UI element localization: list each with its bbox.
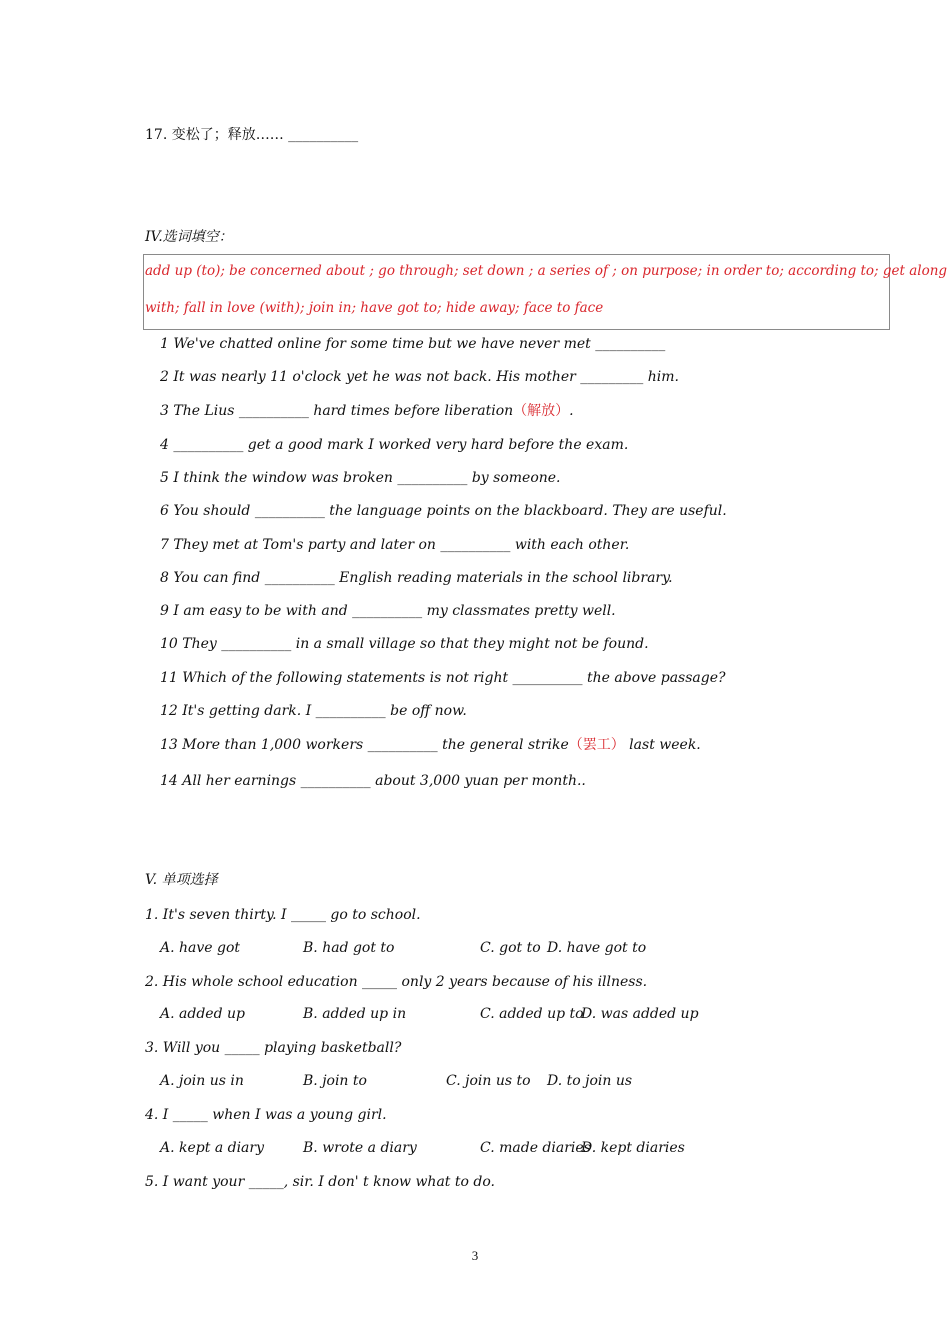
- fill-question-10: 10 They __________ in a small village so that they might not be found.: [160, 636, 649, 652]
- note-strike: （罢工）: [568, 737, 625, 753]
- note-liberation: （解放）: [513, 403, 570, 419]
- phrase-box: [143, 254, 948, 330]
- mc-3-option-a: A. join us in: [160, 1073, 244, 1089]
- fill-question-3: 3 The Lius __________ hard times before liberation（解放）.: [160, 403, 574, 419]
- fill-question-1: 1 We've chatted online for some time but we have never met __________: [160, 336, 666, 352]
- mc-3-option-d: D. to join us: [547, 1073, 633, 1089]
- mc-1-option-d: D. have got to: [547, 940, 647, 956]
- item-17: 17. 变松了；释放…… __________: [145, 127, 359, 143]
- page-number: 3: [471, 1248, 479, 1263]
- phrase-list-line-1: add up (to); be concerned about ; go through; set down ; a series of ; on purpose; in order to; according to; get along: [145, 263, 948, 279]
- mc-question-2: 2. His whole school education _____ only 2 years because of his illness.: [145, 974, 648, 990]
- fill-question-9: 9 I am easy to be with and __________ my classmates pretty well.: [160, 603, 616, 619]
- mc-question-1: 1. It's seven thirty. I _____ go to school.: [145, 907, 421, 923]
- mc-4-option-a: A. kept a diary: [160, 1140, 265, 1156]
- fill-question-8: 8 You can find __________ English reading materials in the school library.: [160, 570, 673, 586]
- section-5-title: V. 单项选择: [145, 872, 218, 888]
- mc-2-option-c: C. added up to: [480, 1006, 584, 1022]
- fill-question-6: 6 You should __________ the language points on the blackboard. They are useful.: [160, 503, 727, 519]
- mc-question-3: 3. Will you _____ playing basketball?: [145, 1040, 402, 1056]
- fill-question-13: 13 More than 1,000 workers __________ the general strike（罢工） last week.: [160, 737, 701, 753]
- mc-2-option-b: B. added up in: [303, 1006, 407, 1022]
- section-4-title: IV.选词填空：: [145, 229, 233, 245]
- mc-1-option-a: A. have got: [160, 940, 241, 956]
- phrase-list-line-2: with; fall in love (with); join in; have got to; hide away; face to face: [145, 300, 604, 316]
- mc-3-option-c: C. join us to: [446, 1073, 531, 1089]
- fill-question-2: 2 It was nearly 11 o'clock yet he was not back. His mother _________ him.: [160, 369, 679, 385]
- mc-4-option-d: D. kept diaries: [581, 1140, 685, 1156]
- fill-question-5: 5 I think the window was broken __________ by someone.: [160, 470, 561, 486]
- mc-2-option-a: A. added up: [160, 1006, 245, 1022]
- fill-question-11: 11 Which of the following statements is not right __________ the above passage?: [160, 670, 726, 686]
- fill-question-4: 4 __________ get a good mark I worked very hard before the exam.: [160, 437, 629, 453]
- fill-question-12: 12 It's getting dark. I __________ be off now.: [160, 703, 467, 719]
- mc-3-option-b: B. join to: [303, 1073, 367, 1089]
- mc-4-option-b: B. wrote a diary: [303, 1140, 417, 1156]
- fill-question-14: 14 All her earnings __________ about 3,000 yuan per month..: [160, 773, 586, 789]
- mc-4-option-c: C. made diaries: [480, 1140, 591, 1156]
- mc-1-option-c: C. got to: [480, 940, 541, 956]
- mc-question-4: 4. I _____ when I was a young girl.: [145, 1107, 387, 1123]
- mc-question-5: 5. I want your _____, sir. I don' t know what to do.: [145, 1174, 495, 1190]
- fill-question-7: 7 They met at Tom's party and later on __________ with each other.: [160, 537, 630, 553]
- mc-1-option-b: B. had got to: [303, 940, 395, 956]
- mc-2-option-d: D. was added up: [581, 1006, 699, 1022]
